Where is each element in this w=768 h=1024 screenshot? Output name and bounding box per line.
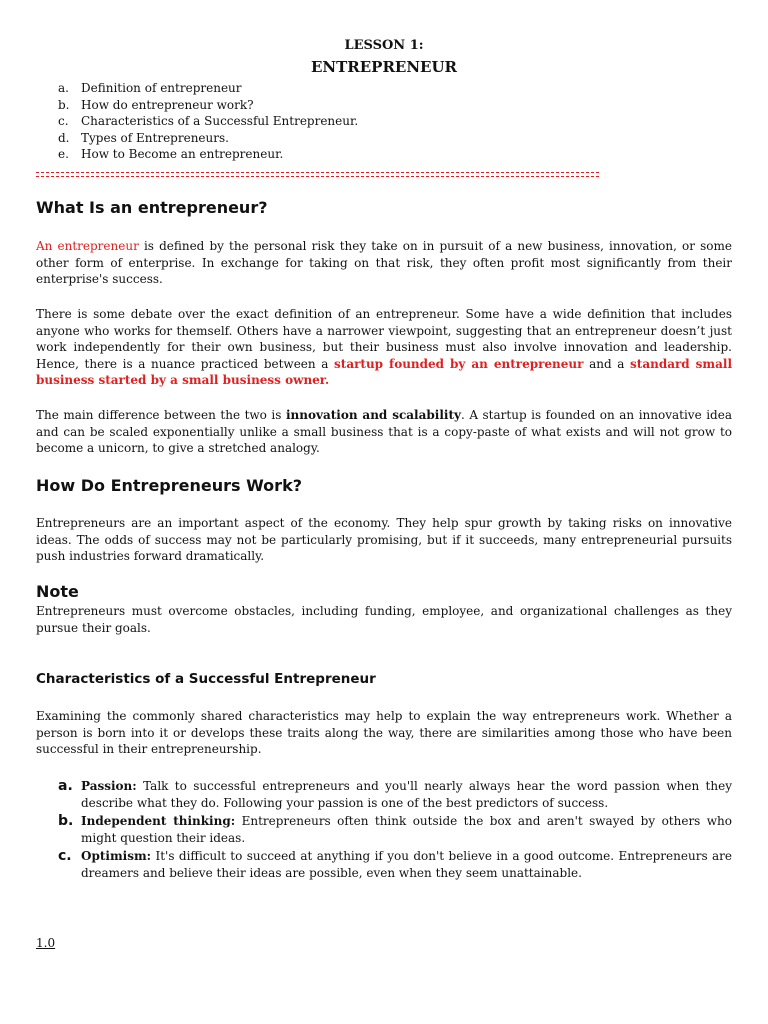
list-item-text [81, 813, 732, 846]
list-item-text [81, 778, 732, 811]
list-item-body: Entrepreneurs often think outside the box and aren't swayed by others who might question their ideas. [81, 814, 732, 845]
lesson-title: ENTREPRENEUR [310, 58, 458, 76]
note-heading: Note [36, 582, 79, 601]
page-number: 1.0 [36, 936, 56, 950]
debate-conjunction: and a [583, 356, 631, 371]
definition-text: is defined by the personal risk they take on in pursuit of a new business, innovation, or some other form of enterprise. In exchange for taking on that risk, they often profit most significantly from their enterprise's success. [36, 239, 733, 287]
topic-letter: b. [58, 97, 70, 112]
difference-text: The main difference between the two is [36, 408, 286, 422]
how-work-paragraph: Entrepreneurs are an important aspect of the economy. They help spur growth by taking risks on innovative ideas. The odds of success may not be particularly promising, but if it succeeds, many entrepreneurial pursuits push industries forward dramatically. [36, 516, 732, 564]
list-item [58, 813, 732, 846]
topic-list [58, 80, 358, 163]
innovation-scalability: innovation and scalability [285, 408, 461, 422]
topic-text: Characteristics of a Successful Entrepreneur. [81, 114, 359, 129]
topic-letter: e. [58, 147, 69, 162]
lesson-number: LESSON 1: [344, 38, 424, 53]
note-text: Entrepreneurs must overcome obstacles, including funding, employee, and organizational challenges as they pursue their goals. [36, 604, 732, 635]
characteristics-intro: Examining the commonly shared characteristics may help to explain the way entrepreneurs work. Whether a person is born into it or develops these traits along the way, there are similarities among those who have been successful in their entrepreneurship. [36, 709, 732, 757]
list-letter: a. [58, 778, 73, 794]
debate-paragraph [36, 306, 732, 389]
topic-item [58, 80, 358, 97]
list-item-label: Passion: [81, 779, 137, 793]
definition-paragraph [36, 238, 732, 288]
entrepreneur-term: An entrepreneur [36, 239, 139, 253]
list-item-label: Optimism: [81, 849, 152, 864]
list-item [58, 778, 732, 811]
small-business-highlight: standard small business started by a small business owner. [36, 356, 733, 388]
section-divider [36, 172, 599, 177]
topic-item [58, 113, 358, 130]
topic-letter: c. [58, 114, 69, 129]
topic-text: How do entrepreneur work? [81, 97, 254, 112]
difference-text-end: . A startup is founded on an innovative idea and can be scaled exponentially unlike a small business that is a copy-paste of what exists and will not grow to become a unicorn, to give a stretched analogy. [36, 408, 732, 456]
topic-letter: d. [58, 130, 70, 145]
topic-text: How to Become an entrepreneur. [81, 147, 284, 162]
list-item-body: Talk to successful entrepreneurs and you'll nearly always hear the word passion when they describe what they do. Following your passion is one of the best predictors of success. [81, 779, 732, 810]
list-item-body: It's difficult to succeed at anything if you don't believe in a good outcome. Entrepreneurs are dreamers and believe their ideas are possible, even when they seem unattainable. [81, 849, 732, 880]
characteristics-list [58, 778, 732, 884]
topic-item [58, 146, 358, 163]
debate-text: There is some debate over the exact definition of an entrepreneur. Some have a wide definition that includes anyone who works for themself. Others have a narrower viewpoint, suggesting that an entrepreneur doesn’t just work independently for their own business, but their business must also involve innovation and leadership. Hence, there is a nuance practiced between a [36, 307, 732, 371]
list-letter: b. [58, 813, 74, 830]
section-heading-how-work: How Do Entrepreneurs Work? [36, 476, 302, 495]
section-heading-characteristics: Characteristics of a Successful Entrepreneur [36, 671, 376, 687]
list-letter: c. [58, 848, 72, 865]
section-heading-what-is: What Is an entrepreneur? [36, 198, 268, 217]
topic-item [58, 130, 358, 147]
list-item [58, 848, 732, 881]
difference-paragraph [36, 407, 732, 457]
topic-text: Definition of entrepreneur [81, 81, 242, 95]
topic-letter: a. [58, 81, 69, 95]
topic-item [58, 97, 358, 114]
list-item-text [81, 848, 732, 881]
topic-text: Types of Entrepreneurs. [81, 130, 229, 145]
lesson-header [0, 38, 768, 76]
list-item-label: Independent thinking: [81, 814, 236, 829]
startup-highlight: startup founded by an entrepreneur [334, 356, 584, 371]
